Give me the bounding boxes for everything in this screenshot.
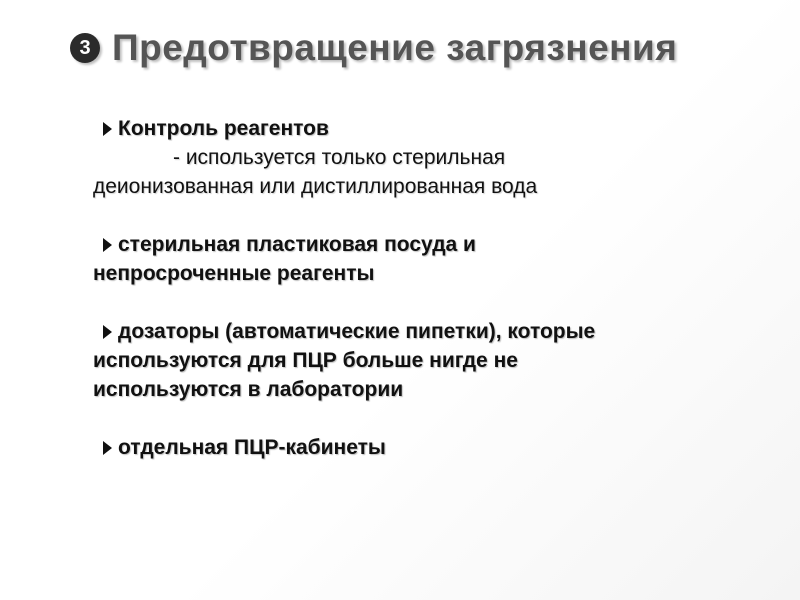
triangle-bullet-icon (103, 122, 112, 136)
list-item (93, 230, 733, 288)
triangle-bullet-icon (103, 441, 112, 455)
bullet-list (93, 114, 733, 491)
list-item (93, 433, 733, 462)
item-text: используются в лаборатории (93, 378, 404, 401)
item-detail: деионизованная или дистиллированная вода (93, 175, 538, 198)
item-detail: - используется только стерильная (173, 146, 506, 169)
item-text: отдельная ПЦР-кабинеты (118, 436, 386, 459)
triangle-bullet-icon (103, 238, 112, 252)
item-text: дозаторы (автоматические пипетки), которые (118, 320, 596, 343)
item-heading: Контроль реагентов (118, 117, 329, 140)
list-item (93, 114, 733, 201)
slide-title-row (70, 22, 677, 74)
list-item (93, 317, 733, 404)
triangle-bullet-icon (103, 325, 112, 339)
number-badge-icon: 3 (70, 33, 100, 63)
item-text: непросроченные реагенты (93, 262, 375, 285)
slide-title: Предотвращение загрязнения (112, 27, 678, 68)
item-text: стерильная пластиковая посуда и (118, 233, 476, 256)
item-text: используются для ПЦР больше нигде не (93, 349, 518, 372)
